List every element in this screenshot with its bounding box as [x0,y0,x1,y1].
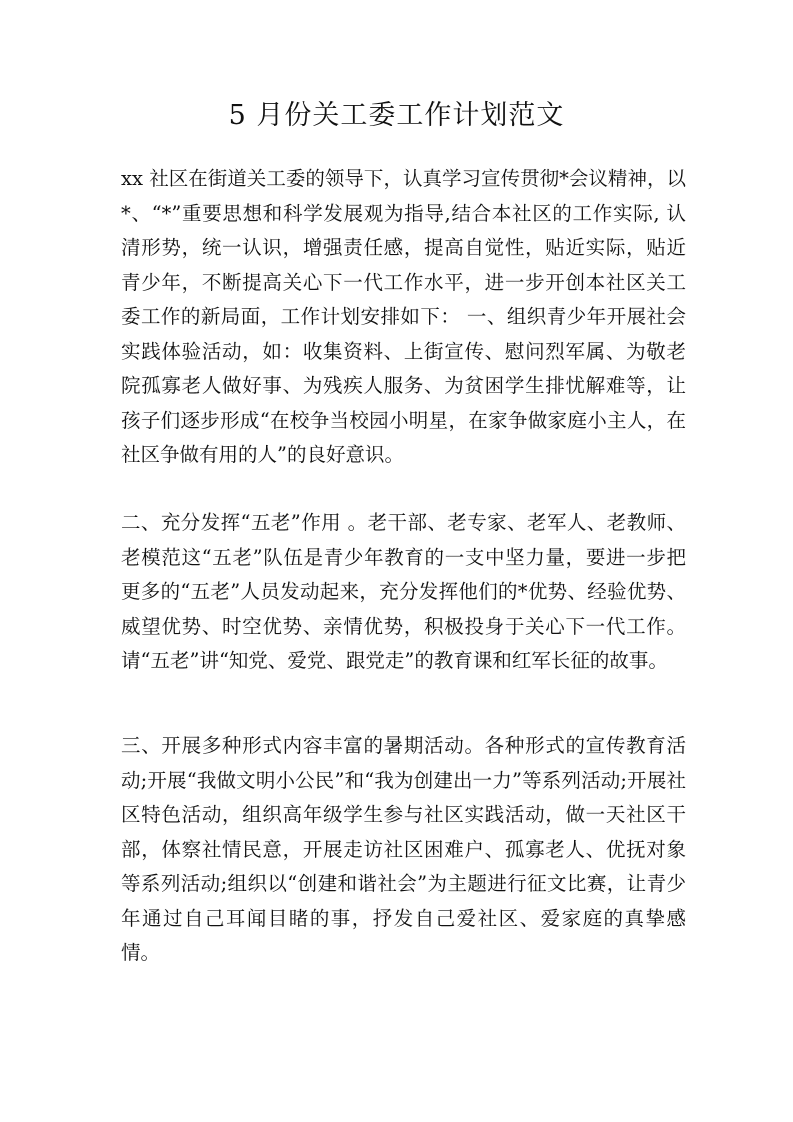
document-title: 5 月份关工委工作计划范文 [228,100,565,131]
paragraph-section-three: 三、开展多种形式内容丰富的暑期活动。各种形式的宣传教育活动;开展“我做文明小公民”和“我为创建出一力”等系列活动;开展社区特色活动，组织高年级学生参与社区实践活动，做一天社区干部，体察社情民意，开展走访社区困难户、孤寡老人、优抚对象等系列活动;组织以“创建和谐社会”为主题进行征文比赛，让青少年通过自己耳闻目睹的事，抒发自己爱社区、爱家庭的真挚感情。 [121,734,686,964]
paragraph-intro: xx 社区在街道关工委的领导下，认真学习宣传贯彻*会议精神，以*、“*”重要思想和科学发展观为指导,结合本社区的工作实际, 认清形势，统一认识，增强责任感，提高自觉性，贴近实际，贴近青少年，不断提高关心下一代工作水平，进一步开创本社区关工委工作的新局面，工作计划安排如下： 一、组织青少年开展社会实践体验活动，如：收集资料、上街宣传、慰问烈军属、为敬老院孤寡老人做好事、为残疾人服务、为贫困学生排忧解难等，让孩子们逐步形成“在校争当校园小明星，在家争做家庭小主人，在社区争做有用的人”的良好意识。 [121,167,686,466]
paragraph-section-two: 二、充分发挥“五老”作用 。老干部、老专家、老军人、老教师、老模范这“五老”队伍是青少年教育的一支中坚力量，要进一步把更多的“五老”人员发动起来，充分发挥他们的*优势、经验优势、威望优势、时空优势、亲情优势，积极投身于关心下一代工作。请“五老”讲“知党、爱党、跟党走”的教育课和红军长征的故事。 [121,511,686,672]
